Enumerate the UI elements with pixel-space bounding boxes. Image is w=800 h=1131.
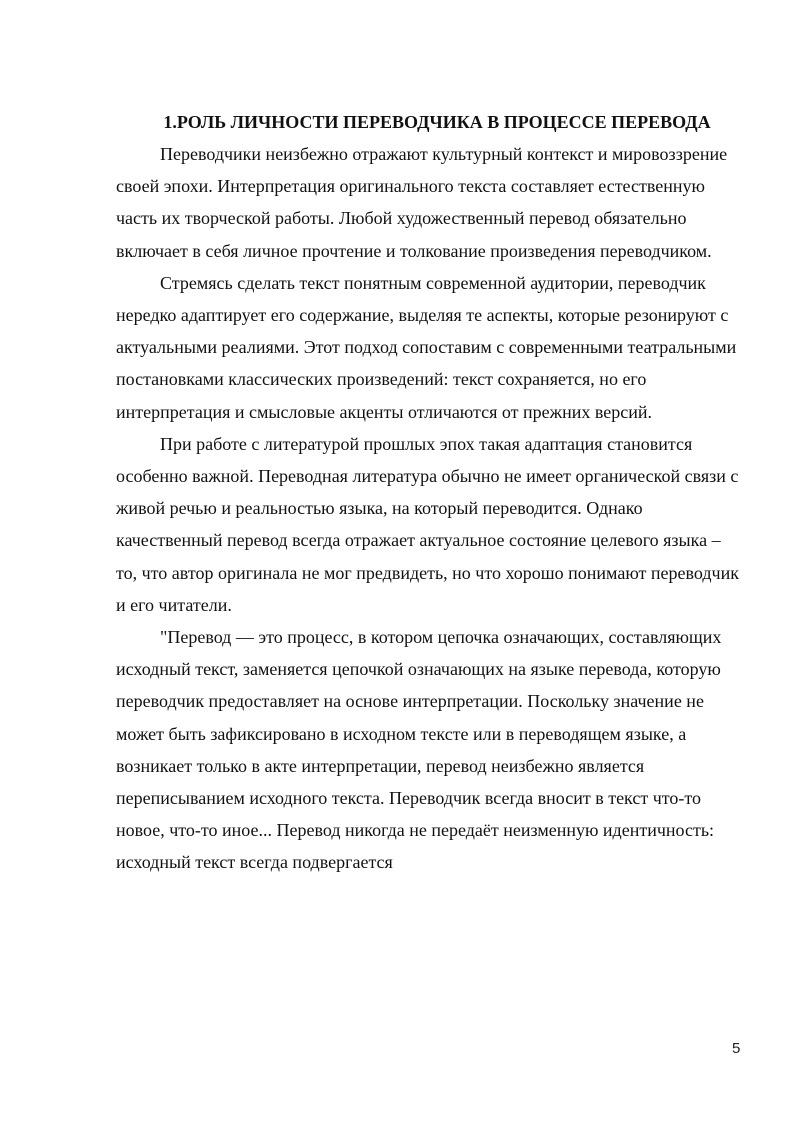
paragraph-3: При работе с литературой прошлых эпох такая адаптация становится особенно важной. Переводная литература обычно не имеет органической связи с живой речью и реальностью языка, на который переводится. Однако качественный перевод всегда отражает актуальное состояние целевого языка – то, что автор оригинала не мог предвидеть, но что хорошо понимают переводчик и его читатели. [116,433,739,615]
section-heading: 1.РОЛЬ ЛИЧНОСТИ ПЕРЕВОДЧИКА В ПРОЦЕССЕ ПЕРЕВОДА [163,112,711,132]
page-number: 5 [732,1040,741,1057]
document-page [116,106,746,879]
paragraph-2: Стремясь сделать текст понятным современной аудитории, переводчик нередко адаптирует его содержание, выделяя те аспекты, которые резонируют с актуальными реалиями. Этот подход сопоставим с современными театральными постановками классических произведений: текст сохраняется, но его интерпретация и смысловые акценты отличаются от прежних версий. [116,272,737,422]
paragraph-4-quote: "Перевод — это процесс, в котором цепочка означающих, составляющих исходный текст, заменяется цепочкой означающих на языке перевода, которую переводчик предоставляет на основе интерпретации. Поскольку значение не может быть зафиксировано в исходном тексте или в переводящем языке, а возникает только в акте интерпретации, перевод неизбежно является переписыванием исходного текста. Переводчик всегда вносит в текст что-то новое, что-то иное... Перевод никогда не передаёт неизменную идентичность: исходный текст всегда подвергается [116,627,722,873]
paragraph-1: Переводчики неизбежно отражают культурный контекст и мировоззрение своей эпохи. Интерпретация оригинального текста составляет естественную часть их творческой работы. Любой художественный перевод обязательно включает в себя личное прочтение и толкование произведения переводчиком. [116,144,728,261]
